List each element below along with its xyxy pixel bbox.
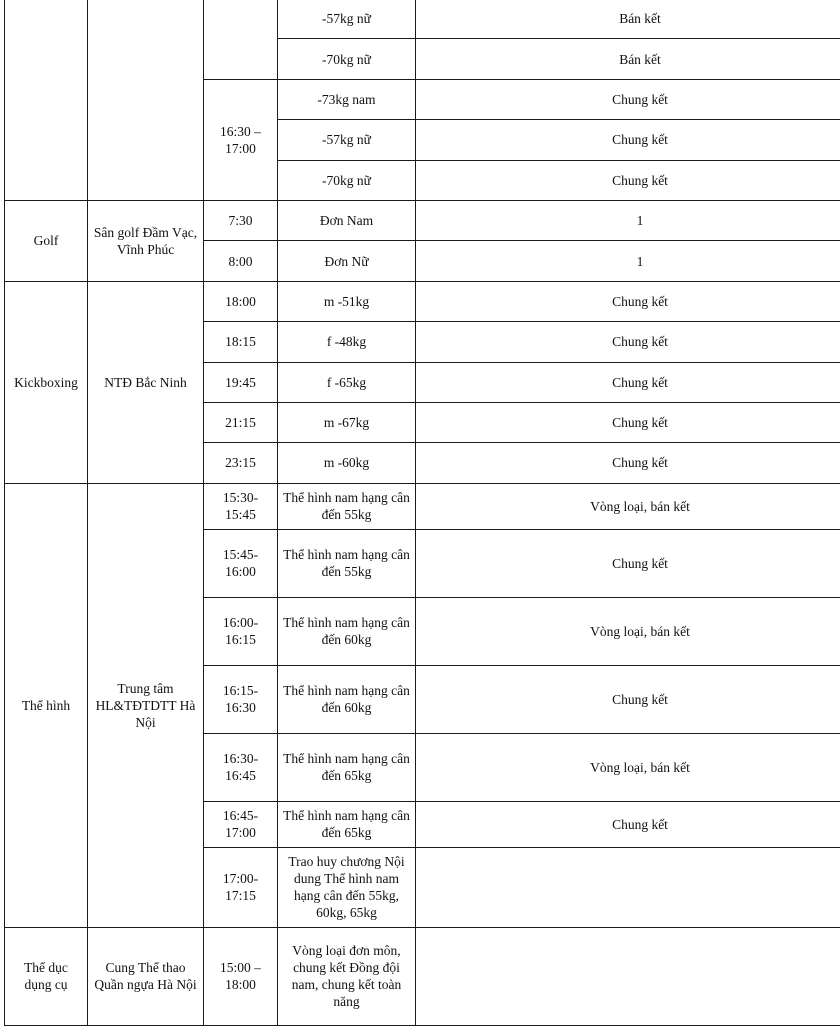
- event-cell: Vòng loại đơn môn, chung kết Đồng đội nam, chung kết toàn năng: [278, 927, 416, 1025]
- round-cell: Chung kết: [416, 443, 840, 483]
- venue-cell: Sân golf Đầm Vạc, Vĩnh Phúc: [88, 200, 204, 281]
- event-cell: Đơn Nữ: [278, 241, 416, 281]
- round-cell: [416, 927, 840, 1025]
- round-cell: Chung kết: [416, 801, 840, 847]
- round-cell: Chung kết: [416, 322, 840, 362]
- round-cell: Chung kết: [416, 79, 840, 119]
- event-cell: Thể hình nam hạng cân đến 65kg: [278, 733, 416, 801]
- event-cell: f -48kg: [278, 322, 416, 362]
- round-cell: Chung kết: [416, 120, 840, 160]
- event-cell: f -65kg: [278, 362, 416, 402]
- event-cell: m -60kg: [278, 443, 416, 483]
- venue-cell: Trung tâm HL&TĐTDTT Hà Nội: [88, 483, 204, 927]
- round-cell: [416, 847, 840, 927]
- round-cell: Vòng loại, bán kết: [416, 733, 840, 801]
- table-row: [5, 483, 840, 529]
- event-cell: Thể hình nam hạng cân đến 55kg: [278, 529, 416, 597]
- venue-cell: NTĐ Bắc Ninh: [88, 281, 204, 483]
- table-row: [5, 281, 840, 321]
- time-cell: 16:00-16:15: [204, 597, 278, 665]
- event-cell: -57kg nữ: [278, 120, 416, 160]
- round-cell: 1: [416, 200, 840, 240]
- schedule-table: [4, 0, 840, 1026]
- table-row: [5, 0, 840, 39]
- time-cell: 19:45: [204, 362, 278, 402]
- event-cell: m -51kg: [278, 281, 416, 321]
- event-cell: Thể hình nam hạng cân đến 65kg: [278, 801, 416, 847]
- time-cell: 23:15: [204, 443, 278, 483]
- round-cell: Bán kết: [416, 0, 840, 39]
- time-cell-continued: [204, 0, 278, 79]
- round-cell: Vòng loại, bán kết: [416, 483, 840, 529]
- table-row: [5, 927, 840, 1025]
- sport-cell-continued: [5, 0, 88, 200]
- venue-cell: Cung Thể thao Quần ngựa Hà Nội: [88, 927, 204, 1025]
- round-cell: Chung kết: [416, 402, 840, 442]
- round-cell: 1: [416, 241, 840, 281]
- event-cell: m -67kg: [278, 402, 416, 442]
- event-cell: -73kg nam: [278, 79, 416, 119]
- round-cell: Chung kết: [416, 362, 840, 402]
- event-cell: Thể hình nam hạng cân đến 60kg: [278, 665, 416, 733]
- sport-cell: Kickboxing: [5, 281, 88, 483]
- round-cell: Vòng loại, bán kết: [416, 597, 840, 665]
- time-cell: 16:15-16:30: [204, 665, 278, 733]
- time-cell: 17:00-17:15: [204, 847, 278, 927]
- time-cell: 21:15: [204, 402, 278, 442]
- venue-cell-continued: [88, 0, 204, 200]
- table-row: [5, 200, 840, 240]
- time-cell: 16:30-16:45: [204, 733, 278, 801]
- event-cell: -70kg nữ: [278, 39, 416, 79]
- time-cell: 16:45-17:00: [204, 801, 278, 847]
- time-cell: 7:30: [204, 200, 278, 240]
- time-cell: 15:30-15:45: [204, 483, 278, 529]
- time-cell: 15:45-16:00: [204, 529, 278, 597]
- time-cell: 18:15: [204, 322, 278, 362]
- time-cell: 15:00 – 18:00: [204, 927, 278, 1025]
- event-cell: Trao huy chương Nội dung Thể hình nam hạng cân đến 55kg, 60kg, 65kg: [278, 847, 416, 927]
- event-cell: -70kg nữ: [278, 160, 416, 200]
- time-cell: 8:00: [204, 241, 278, 281]
- round-cell: Chung kết: [416, 281, 840, 321]
- sport-cell: Thể hình: [5, 483, 88, 927]
- time-cell: 18:00: [204, 281, 278, 321]
- round-cell: Chung kết: [416, 160, 840, 200]
- sport-cell: Golf: [5, 200, 88, 281]
- event-cell: Đơn Nam: [278, 200, 416, 240]
- event-cell: Thể hình nam hạng cân đến 55kg: [278, 483, 416, 529]
- event-cell: Thể hình nam hạng cân đến 60kg: [278, 597, 416, 665]
- round-cell: Chung kết: [416, 529, 840, 597]
- time-cell: 16:30 – 17:00: [204, 79, 278, 200]
- event-cell: -57kg nữ: [278, 0, 416, 39]
- sport-cell: Thể dục dụng cụ: [5, 927, 88, 1025]
- round-cell: Bán kết: [416, 39, 840, 79]
- round-cell: Chung kết: [416, 665, 840, 733]
